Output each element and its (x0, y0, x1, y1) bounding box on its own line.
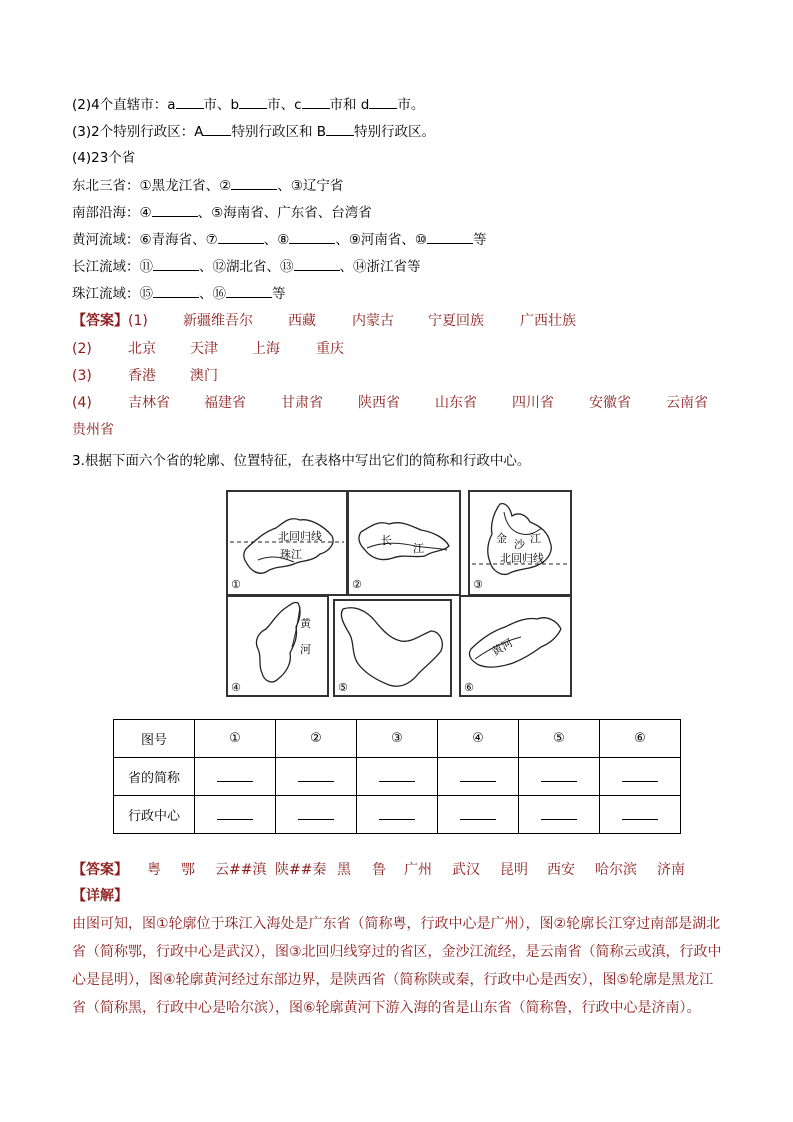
text: 、⑤海南省、广东省、台湾省 (197, 205, 372, 221)
answer2-r1-0: 新疆维吾尔 (183, 313, 253, 329)
map-label: 金 (496, 532, 507, 545)
q2-line-sar (72, 121, 435, 142)
table-blank-cell[interactable] (600, 758, 681, 796)
detail-text: 由图可知，图①轮廓位于珠江入海处是广东省（简称粤，行政中心是广州），图②轮廓长江穿过南部是湖北省（简称鄂，行政中心是武汉），图③北回归线穿过的省区，金沙江流经，是云南省（简称云或滇，行政中心是昆明），图④轮廓黄河经过东部边界，是陕西省（简称陕或秦，行政中心是西安），图⑤轮廓是黑龙江省（简称黑，行政中心是哈尔滨），图⑥轮廓黄河下游入海的省是山东省（简称鲁，行政中心是济南）。 (72, 916, 722, 1016)
answer2-r2-prefix: (2) (72, 341, 92, 357)
map-label: 河 (300, 643, 311, 656)
answer2-r4-7: 云南省 (666, 395, 708, 411)
answer2-r2-1: 天津 (190, 341, 218, 357)
blank (153, 256, 199, 271)
answer2-r1-3: 宁夏回族 (428, 313, 484, 329)
answer3-item: 鲁 (372, 862, 386, 878)
table-blank-cell[interactable] (276, 796, 357, 834)
blank (541, 767, 577, 782)
blank (379, 805, 415, 820)
table-blank-cell[interactable] (357, 758, 438, 796)
table-blank-cell[interactable] (519, 758, 600, 796)
answer2-r4-5: 四川省 (512, 395, 554, 411)
blank (226, 283, 272, 298)
table-blank-cell[interactable] (438, 796, 519, 834)
answer2-r1-1: 西藏 (288, 313, 316, 329)
text: 特别行政区。 (354, 124, 436, 140)
blank (379, 767, 415, 782)
text: 特别行政区和 B (231, 124, 327, 140)
map-number: ⑤ (338, 681, 348, 694)
blank (298, 767, 334, 782)
text: 等 (272, 286, 286, 302)
answer3-label: 【答案】 (72, 862, 128, 878)
blank (294, 256, 340, 271)
map-3-yunnan (468, 490, 572, 596)
table-num-cell: ④ (438, 720, 519, 758)
map-5-heilongjiang (333, 599, 452, 697)
map-label: 黄河 (489, 636, 516, 659)
blank (203, 121, 231, 136)
map-6-shandong (459, 595, 572, 697)
detail-label: 【详解】 (72, 888, 128, 904)
table-blank-cell[interactable] (519, 796, 600, 834)
q2-line-pearl-river (72, 283, 286, 304)
blank (541, 805, 577, 820)
answer3-item: 黑 (337, 862, 351, 878)
map-number: ③ (473, 578, 483, 591)
table-blank-cell[interactable] (438, 758, 519, 796)
text: 黄河流域：⑥青海省、⑦ (72, 232, 218, 248)
table-row-label: 省的简称 (114, 758, 195, 796)
answer2-r4-prefix: (4) (72, 395, 92, 411)
map-label: 北回归线 (500, 552, 544, 565)
q2-line-northeast (72, 175, 343, 196)
answer-prefix: (1) (128, 313, 148, 329)
answer-table (113, 719, 681, 834)
blank (217, 767, 253, 782)
text: 市和 d (329, 97, 370, 113)
table-blank-cell[interactable] (357, 796, 438, 834)
answer2-r4-2: 甘肃省 (281, 395, 323, 411)
q2-line-yangtze (72, 256, 421, 277)
text: 、⑧ (263, 232, 290, 248)
answer2-r2-3: 重庆 (316, 341, 344, 357)
text: 东北三省：①黑龙江省、② (72, 178, 232, 194)
answer2-r5: 贵州省 (72, 422, 114, 438)
text: 珠江流域：⑮ (72, 286, 153, 302)
map-label: 沙 (514, 538, 525, 551)
q2-line-provinces-heading (72, 148, 135, 168)
province-outline-icon (228, 597, 327, 695)
text: (3)2个特别行政区：A (72, 124, 204, 140)
text: 等 (473, 232, 487, 248)
text: 长江流域：⑪ (72, 259, 153, 275)
map-number: ⑥ (464, 681, 474, 694)
map-number: ② (352, 578, 362, 591)
blank (302, 94, 330, 109)
answer3-item: 昆明 (500, 862, 528, 878)
blank (460, 805, 496, 820)
text: (4)23个省 (72, 150, 136, 166)
blank (218, 229, 264, 244)
map-4-shaanxi (226, 595, 329, 697)
blank (326, 121, 354, 136)
table-num-cell: ③ (357, 720, 438, 758)
answer2-row1 (72, 311, 148, 331)
map-number: ④ (231, 681, 241, 694)
map-label: 珠江 (280, 548, 302, 561)
answer2-r4-3: 陕西省 (358, 395, 400, 411)
map-label: 江 (413, 542, 424, 555)
answer3-item: 粤 (147, 862, 161, 878)
text: 、⑯ (199, 286, 226, 302)
q3-title: 3.根据下面六个省的轮廓、位置特征，在表格中写出它们的简称和行政中心。 (72, 453, 531, 469)
text: 市、c (267, 97, 302, 113)
answer2-r2-2: 上海 (252, 341, 280, 357)
province-outline-icon (461, 597, 570, 695)
answer3-item: 广州 (404, 862, 432, 878)
blank (622, 767, 658, 782)
answer2-r2-0: 北京 (128, 341, 156, 357)
blank (239, 94, 267, 109)
text: 、⑭浙江省等 (339, 259, 421, 275)
answer3-item: 鄂 (181, 862, 195, 878)
answer3-item: 云##滇 (215, 862, 267, 878)
table-blank-cell[interactable] (276, 758, 357, 796)
answer3-item: 西安 (547, 862, 575, 878)
map-number: ① (231, 578, 241, 591)
text: 南部沿海：④ (72, 205, 152, 221)
blank (152, 202, 198, 217)
table-blank-cell[interactable] (195, 796, 276, 834)
blank (622, 805, 658, 820)
province-outline-icon (335, 601, 450, 695)
answer2-r3-1: 澳门 (190, 368, 218, 384)
text: 、⑫湖北省、⑬ (199, 259, 294, 275)
table-row-label: 行政中心 (114, 796, 195, 834)
answer3-item: 陕##秦 (275, 862, 327, 878)
table-row (114, 796, 681, 834)
text: 市、b (203, 97, 240, 113)
blank (153, 283, 199, 298)
answer2-r3-0: 香港 (128, 368, 156, 384)
q2-line-yellow-river (72, 229, 487, 250)
text: 、③辽宁省 (277, 178, 344, 194)
q2-line-municipalities (72, 94, 424, 115)
table-num-cell: ⑤ (519, 720, 600, 758)
table-blank-cell[interactable] (600, 796, 681, 834)
table-num-cell: ② (276, 720, 357, 758)
map-label: 长 (381, 534, 392, 547)
blank (289, 229, 335, 244)
answer2-r4-1: 福建省 (204, 395, 246, 411)
table-row (114, 720, 681, 758)
blank (298, 805, 334, 820)
blank (176, 94, 204, 109)
map-label: 北回归线 (278, 530, 322, 543)
answer-label: 【答案】 (72, 313, 128, 329)
answer2-r4-4: 山东省 (435, 395, 477, 411)
table-blank-cell[interactable] (195, 758, 276, 796)
answer2-r1-2: 内蒙古 (352, 313, 394, 329)
table-row (114, 758, 681, 796)
blank (460, 767, 496, 782)
answer2-r4-6: 安徽省 (589, 395, 631, 411)
answer3-item: 济南 (657, 862, 685, 878)
answer3-item: 武汉 (452, 862, 480, 878)
map-2-hubei (347, 490, 461, 596)
answer3-item: 哈尔滨 (595, 862, 637, 878)
answer2-r3-prefix: (3) (72, 368, 92, 384)
table-num-cell: ⑥ (600, 720, 681, 758)
text: 、⑨河南省、⑩ (335, 232, 428, 248)
text: (2)4个直辖市：a (72, 97, 176, 113)
map-label: 江 (530, 532, 541, 545)
map-label: 黄 (300, 617, 311, 630)
blank (217, 805, 253, 820)
province-outline-icon (349, 492, 459, 594)
blank (369, 94, 397, 109)
map-1-guangdong (226, 490, 348, 596)
text: 市。 (397, 97, 425, 113)
answer2-r4-0: 吉林省 (128, 395, 170, 411)
q2-line-south-coast (72, 202, 372, 223)
table-num-cell: ① (195, 720, 276, 758)
blank (427, 229, 473, 244)
blank (231, 175, 277, 190)
answer2-r1-4: 广西壮族 (520, 313, 576, 329)
table-header-cell: 图号 (114, 720, 195, 758)
